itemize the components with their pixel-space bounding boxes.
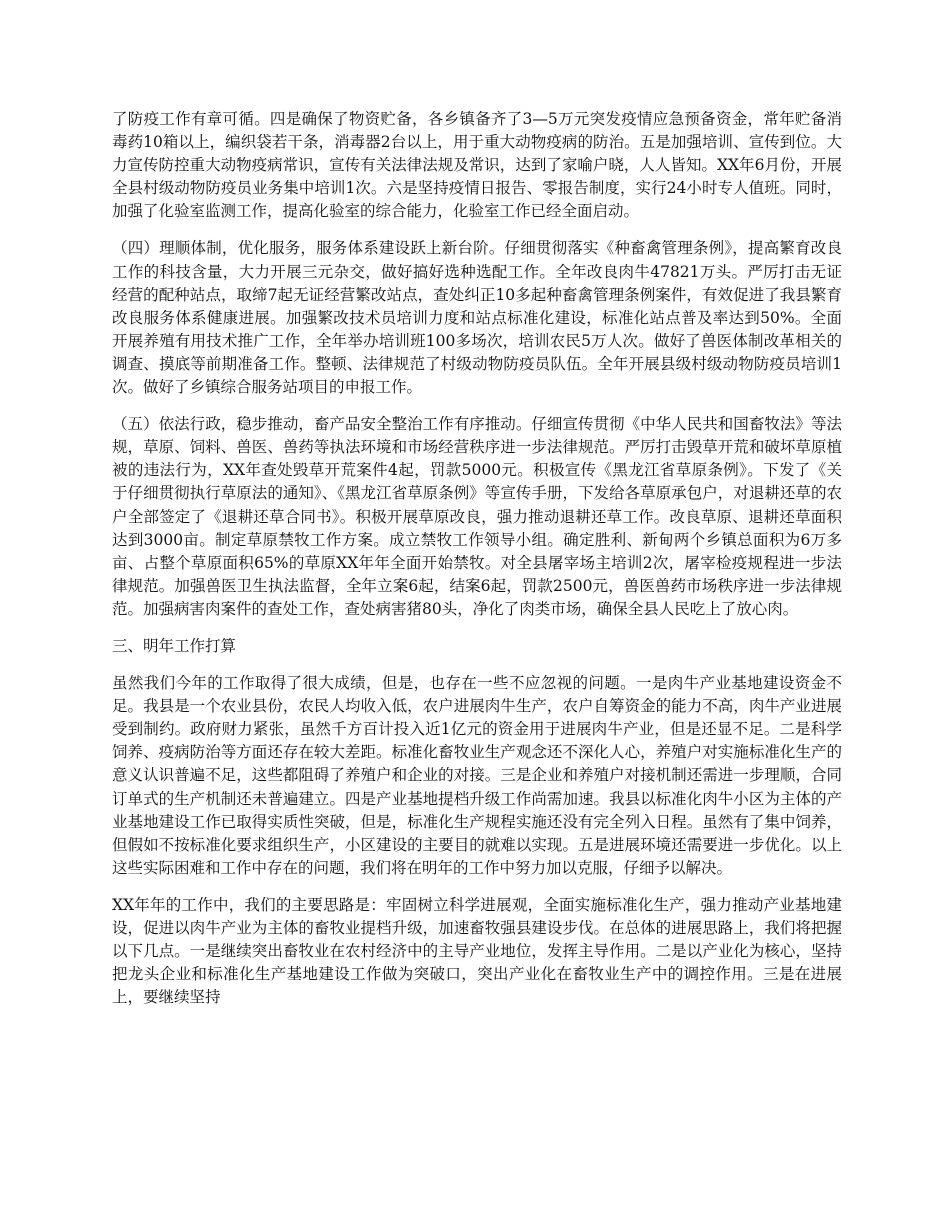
paragraph-main-ideas: XX年年的工作中，我们的主要思路是：牢固树立科学进展观，全面实施标准化生产，强力推动产业基地建设，促进以肉牛产业为主体的畜牧业提档升级，加速畜牧强县建设步伐。在总体的进展思路上，我们将把握以下几点。一是继续突出畜牧业在农村经济中的主导产业地位，发挥主导作用。二是以产业化为核心，坚持把龙头企业和标准化生产基地建设工作做为突破口，突出产业化在畜牧业生产中的调控作用。三是在进展上，要继续坚持: [112, 895, 842, 1007]
section-heading-next-year-plan: 三、明年工作打算: [112, 636, 237, 655]
paragraph-section-five: （五）依法行政，稳步推动，畜产品安全整治工作有序推动。仔细宣传贯彻《中华人民共和国畜牧法》等法规，草原、饲料、兽医、兽药等执法环境和市场经营秩序进一步法律规范。严厉打击毁草开荒和破坏草原植被的违法行为，XX年查处毁草开荒案件4起，罚款5000元。积极宣传《黑龙江省草原条例》。下发了《关于仔细贯彻执行草原法的通知》、《黑龙江省草原条例》等宣传手册，下发给各草原承包户，对退耕还草的农户全部签定了《退耕还草合同书》。积极开展草原改良，强力推动退耕还草工作。改良草原、退耕还草面积达到3000亩。制定草原禁牧工作方案。成立禁牧工作领导小组。确定胜利、新甸两个乡镇总面积为6万多亩、占整个草原面积65%的草原XX年年全面开始禁牧。对全县屠宰场主培训2次，屠宰检疫规程进一步法律规范。加强兽医卫生执法监督，全年立案6起，结案6起，罚款2500元，兽医兽药市场秩序进一步法律规范。加强病害肉案件的查处工作，查处病害猪80头，净化了肉类市场，确保全县人民吃上了放心肉。: [112, 415, 842, 618]
paragraph-problems: 虽然我们今年的工作取得了很大成绩，但是，也存在一些不应忽视的问题。一是肉牛产业基地建设资金不足。我县是一个农业县份，农民人均收入低，农户进展肉牛生产，农户自筹资金的能力不高，肉牛产业进展受到制约。政府财力紧张，虽然千方百计投入近1亿元的资金用于进展肉牛产业，但是还显不足。二是科学饲养、疫病防治等方面还存在较大差距。标准化畜牧业生产观念还不深化人心，养殖户对实施标准化生产的意义认识普遍不足，这些都阻碍了养殖户和企业的对接。三是企业和养殖户对接机制还需进一步理顺，合同订单式的生产机制还未普遍建立。四是产业基地提档升级工作尚需加速。我县以标准化肉牛小区为主体的产业基地建设工作已取得实质性突破，但是，标准化生产规程实施还没有完全列入日程。虽然有了集中饲养，但假如不按标准化要求组织生产，小区建设的主要目的就难以实现。五是进展环境还需要进一步优化。以上这些实际困难和工作中存在的问题，我们将在明年的工作中努力加以克服，仔细予以解决。: [112, 674, 842, 877]
document-page: [112, 108, 842, 1023]
paragraph-section-four: （四）理顺体制，优化服务，服务体系建设跃上新台阶。仔细贯彻落实《种畜禽管理条例》，提高繁育改良工作的科技含量，大力开展三元杂交，做好搞好选种选配工作。全年改良肉牛47821万头。严厉打击无证经营的配种站点，取缔7起无证经营繁改站点，查处纠正10多起种畜禽管理条例案件，有效促进了我县繁育改良服务体系健康进展。加强繁改技术员培训力度和站点标准化建设，标准化站点普及率达到50%。全面开展养殖有用技术推广工作，全年举办培训班100多场次，培训农民5万人次。做好了兽医体制改革相关的调查、摸底等前期准备工作。整顿、法律规范了村级动物防疫员队伍。全年开展县级村级动物防疫员培训1次。做好了乡镇综合服务站项目的申报工作。: [112, 239, 842, 397]
paragraph-epidemic-prevention: 了防疫工作有章可循。四是确保了物资贮备，各乡镇备齐了3—5万元突发疫情应急预备资金，常年贮备消毒药10箱以上，编织袋若干条，消毒器2台以上，用于重大动物疫病的防治。五是加强培训、宣传到位。大力宣传防控重大动物疫病常识，宣传有关法律法规及常识，达到了家喻户晓，人人皆知。XX年6月份，开展全县村级动物防疫员业务集中培训1次。六是坚持疫情日报告、零报告制度，实行24小时专人值班。同时，加强了化验室监测工作，提高化验室的综合能力，化验室工作已经全面启动。: [112, 110, 842, 221]
